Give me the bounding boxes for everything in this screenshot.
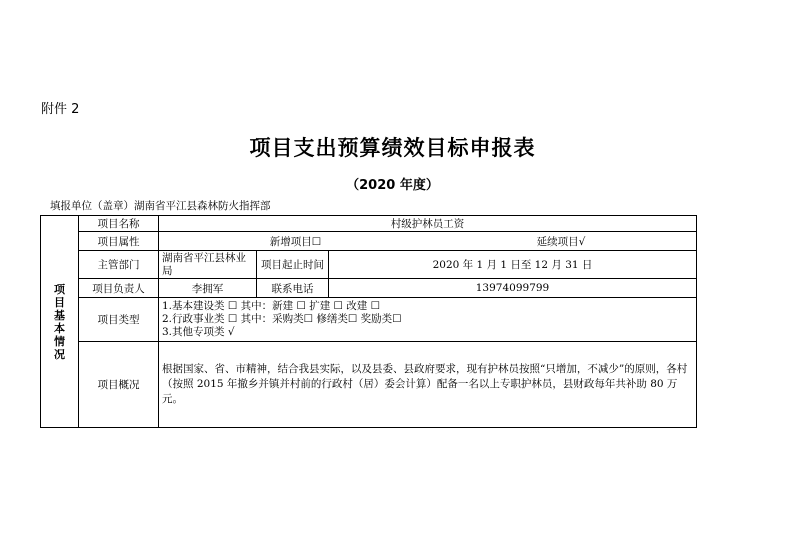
- table-row: [41, 279, 697, 298]
- table-row: [41, 298, 697, 342]
- type-line-3: 3.其他专项类 √: [162, 326, 235, 338]
- owner-value: 李拥军: [159, 279, 257, 298]
- application-form-table: [40, 215, 697, 428]
- page-title: 项目支出预算绩效目标申报表: [249, 136, 536, 160]
- overview-value: 根据国家、省、市精神，结合我县实际，以及县委、县政府要求，现有护林员按照“只增加，不减少”的原则，各村（按照 2015 年撤乡并镇并村前的行政村（居）委会计算）配备一名以上专职护林员，县财政每年共补助 80 万元。: [159, 342, 697, 428]
- project-name-label: 项目名称: [79, 216, 159, 232]
- owner-label: 项目负责人: [79, 279, 159, 298]
- attr-continue-option: 延续项目√: [536, 235, 586, 248]
- fiscal-year: （2020 年度）: [346, 178, 439, 193]
- table-row: [41, 232, 697, 251]
- phone-label: 联系电话: [257, 279, 329, 298]
- project-name-value: 村级护林员工资: [159, 216, 697, 232]
- attr-new-option: 新增项目☐: [269, 235, 322, 248]
- overview-label: 项目概况: [79, 342, 159, 428]
- type-label: 项目类型: [79, 298, 159, 342]
- period-value: 2020 年 1 月 1 日至 12 月 31 日: [329, 251, 697, 279]
- type-value: [159, 298, 697, 342]
- table-row: [41, 342, 697, 428]
- dept-label: 主管部门: [79, 251, 159, 279]
- table-row: [41, 251, 697, 279]
- section-label: 项 目 基 本 情 况: [41, 216, 79, 428]
- project-attr-label: 项目属性: [79, 232, 159, 251]
- table-row: [41, 216, 697, 232]
- type-line-1: 1.基本建设类 ☐ 其中：新建 ☐ 扩建 ☐ 改建 ☐: [162, 300, 381, 312]
- period-label: 项目起止时间: [257, 251, 329, 279]
- type-line-2: 2.行政事业类 ☐ 其中：采购类☐ 修缮类☐ 奖励类☐: [162, 313, 402, 325]
- attachment-label: 附件 2: [41, 102, 80, 117]
- dept-value: 湖南省平江县林业局: [159, 251, 257, 279]
- phone-value: 13974099799: [329, 279, 697, 298]
- reporting-unit: 填报单位（盖章）湖南省平江县森林防火指挥部: [50, 200, 271, 212]
- project-attr-value: [159, 232, 697, 251]
